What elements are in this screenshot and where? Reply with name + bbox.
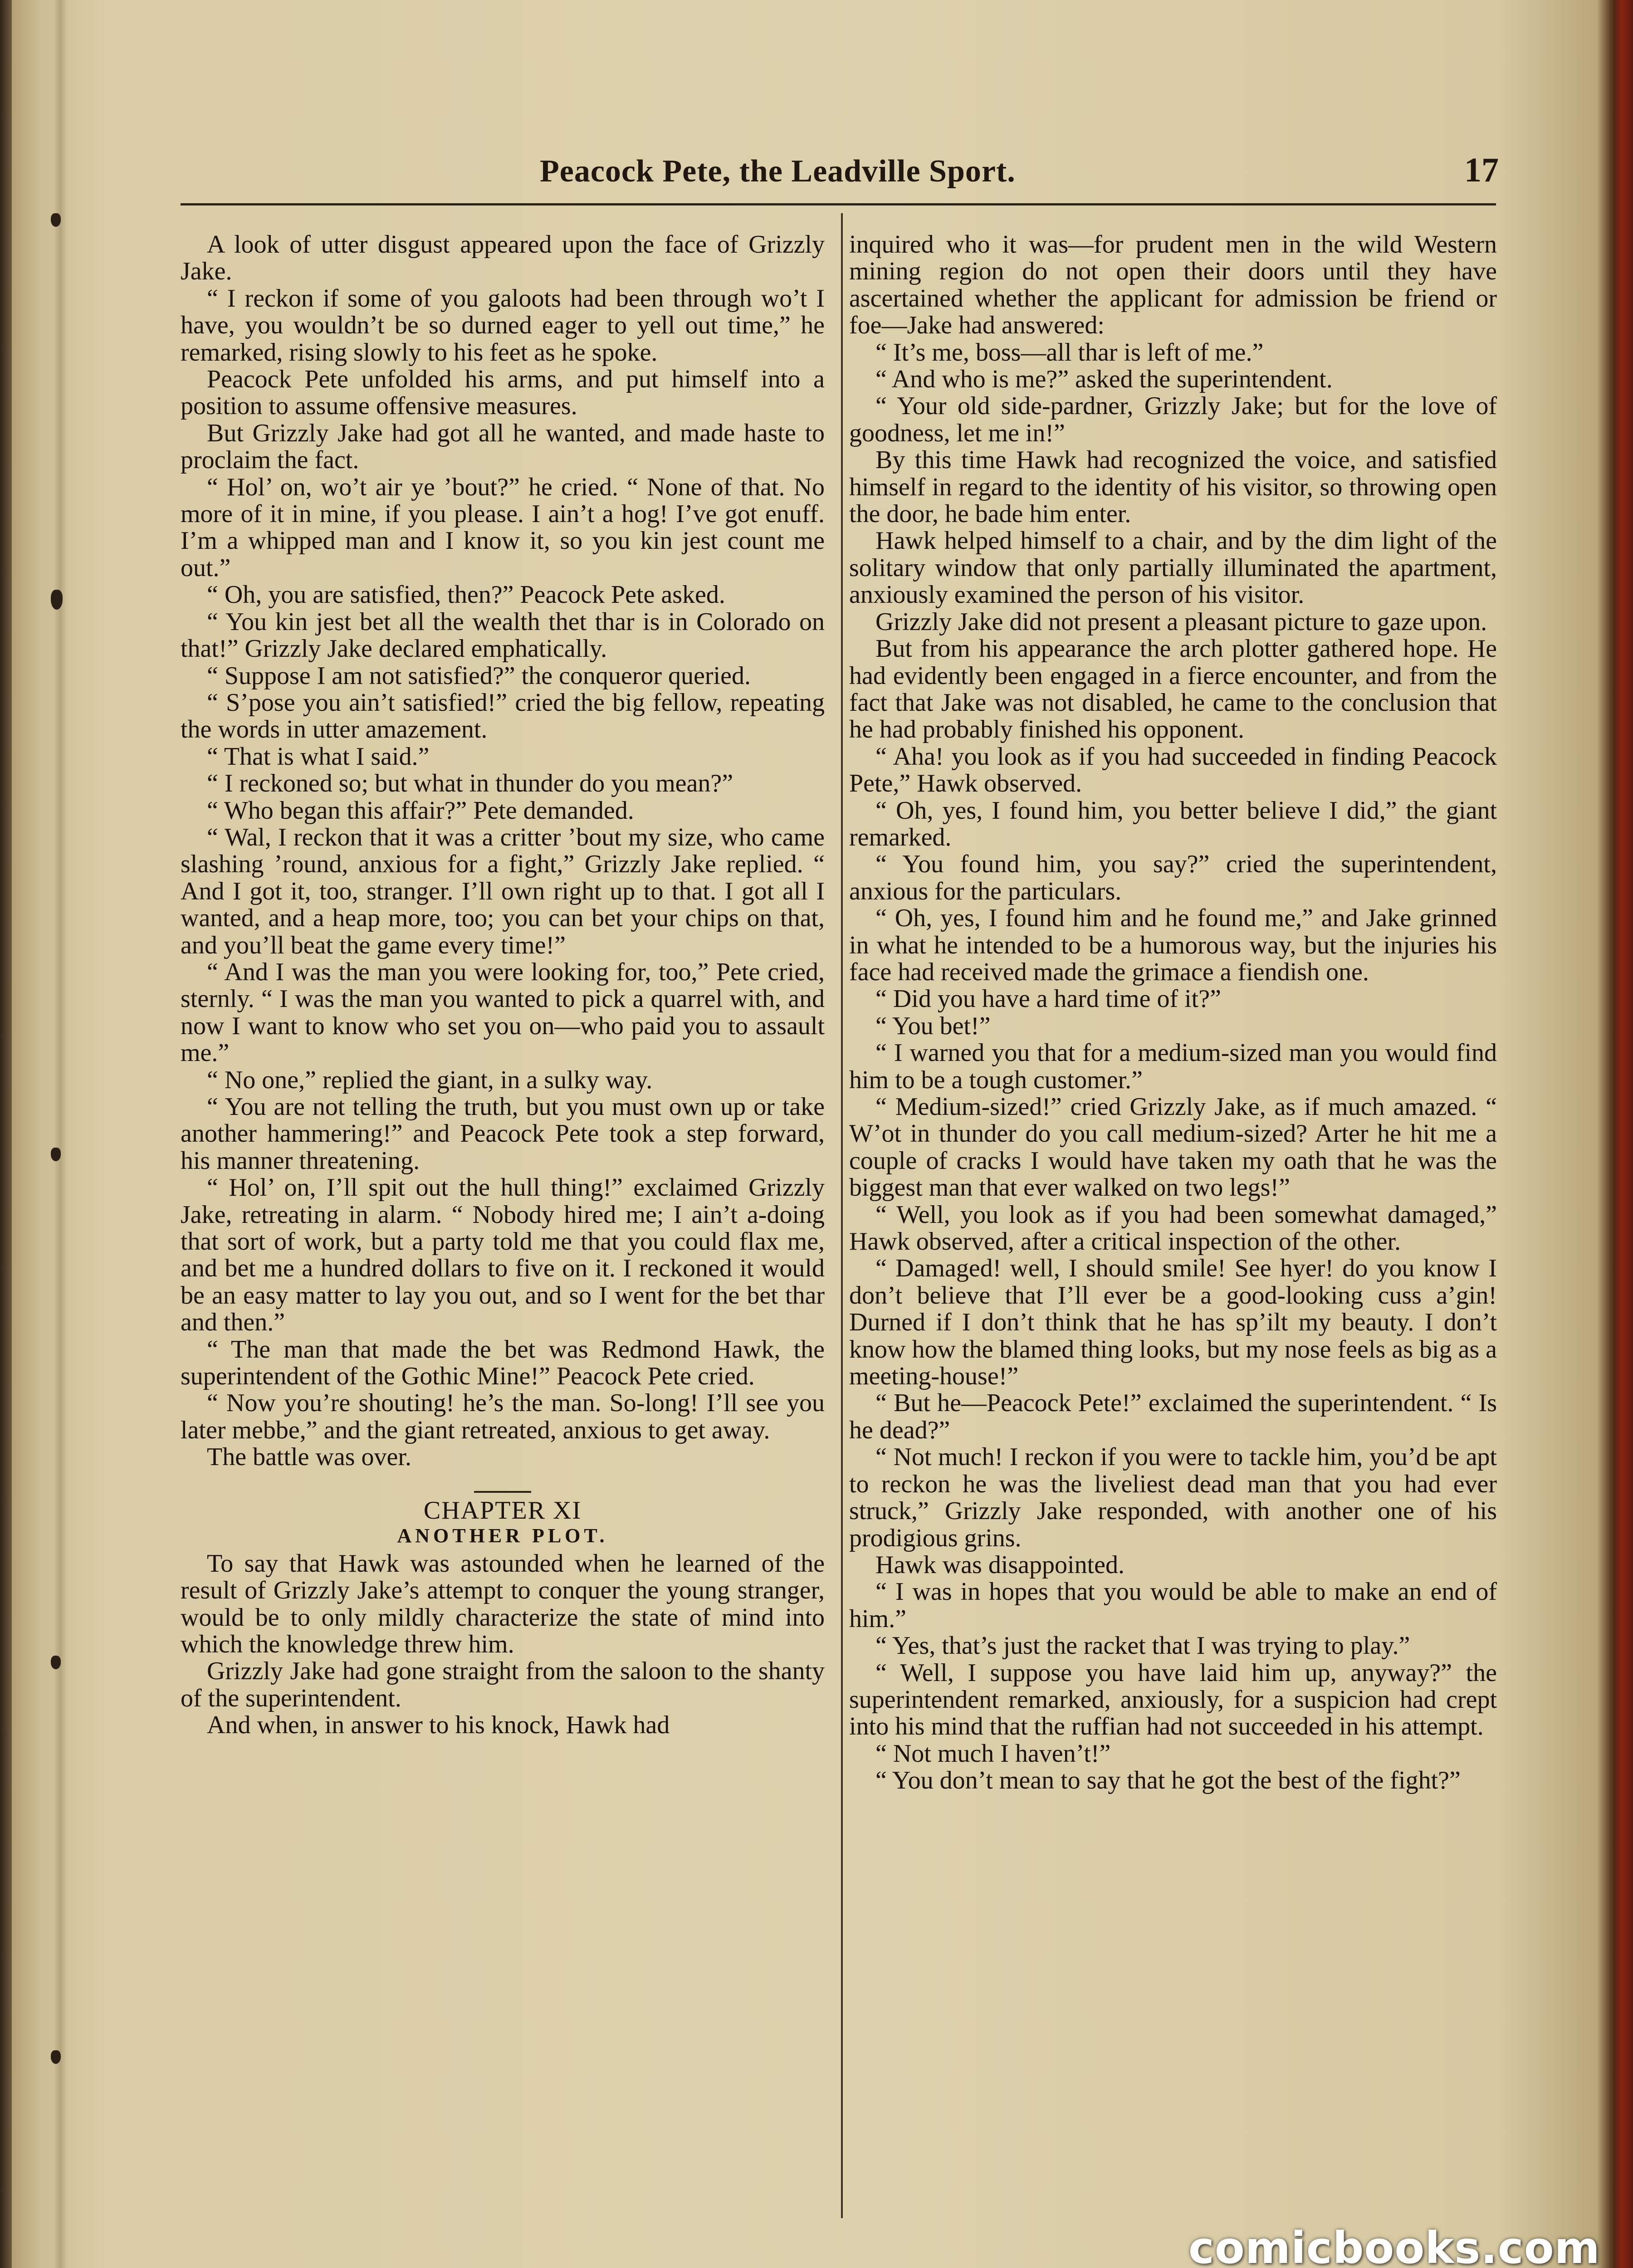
binding-stitch [51, 213, 61, 227]
paragraph: “ The man that made the bet was Redmond Hawk, the superintendent of the Gothic Mine!” Peacock Pete cried. [181, 1335, 825, 1391]
paragraph: A look of utter disgust appeared upon the face of Grizzly Jake. [181, 230, 825, 286]
paragraph: “ That is what I said.” [207, 742, 430, 771]
book-spine-shadow [0, 0, 12, 2268]
binding-stitch [51, 1656, 61, 1669]
paragraph: “ S’pose you ain’t satisfied!” cried the big fellow, repeating the words in utter amazement. [181, 688, 825, 744]
paragraph: “ Suppose I am not satisfied?” the conqueror queried. [207, 661, 751, 690]
binding-stitch [51, 2050, 61, 2064]
paragraph: “ Your old side-pardner, Grizzly Jake; but for the love of goodness, let me in!” [849, 392, 1497, 447]
paragraph: “ I reckoned so; but what in thunder do you mean?” [207, 769, 733, 798]
binding-stitch [51, 1148, 61, 1161]
paragraph: But Grizzly Jake had got all he wanted, and made haste to proclaim the fact. [181, 419, 825, 474]
paragraph: “ You kin jest bet all the wealth thet thar is in Colorado on that!” Grizzly Jake declared emphatically. [181, 607, 825, 663]
paragraph: “ I was in hopes that you would be able to make an end of him.” [849, 1578, 1497, 1633]
paragraph: “ Well, you look as if you had been somewhat damaged,” Hawk observed, after a critical inspection of the other. [849, 1200, 1497, 1256]
paragraph: “ Hol’ on, I’ll spit out the hull thing!” exclaimed Grizzly Jake, retreating in alarm. “ Nobody hired me; I ain’t a-doing that sort of work, but a party told me that you could flax me, and bet me a hundred dollars to five on it. I reckoned it would be an easy matter to lay you out, and so I went for the bet thar and then.” [181, 1173, 825, 1337]
paragraph: Hawk was disappointed. [875, 1550, 1125, 1579]
paragraph: “ Wal, I reckon that it was a critter ’bout my size, who came slashing ’round, anxious for a fight,” Grizzly Jake replied. “ And I got it, too, stranger. I’ll own right up to that. I got all I wanted, and a heap more, too; you can bet your chips on that, and you’ll beat the game every time!” [181, 823, 825, 959]
paragraph: “ You bet!” [875, 1012, 991, 1040]
paragraph: “ I reckon if some of you galoots had been through wo’t I have, you wouldn’t be so durned eager to yell out time,” he remarked, rising slowly to his feet as he spoke. [181, 284, 825, 367]
binding-fold [54, 0, 67, 2268]
paragraph: “ Who began this affair?” Pete demanded. [207, 796, 634, 825]
paragraph: inquired who it was—for prudent men in the wild Western mining region do not open their doors until they have ascertained whether the applicant for admission be friend or foe—Jake had answered: [849, 230, 1497, 340]
page-number: 17 [1464, 151, 1499, 189]
paragraph: “ Oh, yes, I found him and he found me,” and Jake grinned in what he intended to be a humorous way, but the injuries his face had received made the grimace a fiendish one. [849, 904, 1497, 986]
paragraph: “ Not much I haven’t!” [875, 1739, 1111, 1768]
paragraph: “ You are not telling the truth, but you must own up or take another hammering!” and Peacock Pete took a step forward, his manner threatening. [181, 1093, 825, 1175]
chapter-subtitle: ANOTHER PLOT. [397, 1524, 608, 1547]
paragraph: Hawk helped himself to a chair, and by the dim light of the solitary window that only partially illuminated the apartment, anxiously examined the person of his visitor. [849, 527, 1497, 609]
paragraph: “ Hol’ on, wo’t air ye ’bout?” he cried. “ None of that. No more of it in mine, if you please. I ain’t a hog! I’ve got enuff. I’m a whipped man and I know it, so you kin jest count me out.” [181, 473, 825, 582]
chapter-heading [181, 1491, 825, 1548]
watermark: comicbooks.com [1188, 2223, 1600, 2268]
paragraph: “ You don’t mean to say that he got the best of the fight?” [875, 1766, 1461, 1795]
paragraph: Grizzly Jake did not present a pleasant picture to gaze upon. [875, 607, 1487, 636]
paragraph: “ And I was the man you were looking for, too,” Pete cried, sternly. “ I was the man you wanted to pick a quarrel with, and now I want to know who set you on—who paid you to assault me.” [181, 958, 825, 1067]
cover-edge [1613, 0, 1633, 2268]
paragraph: “ It’s me, boss—all thar is left of me.” [875, 338, 1264, 367]
paragraph: Grizzly Jake had gone straight from the saloon to the shanty of the superintendent. [181, 1657, 825, 1712]
paragraph: The battle was over. [207, 1443, 411, 1471]
paragraph: But from his appearance the arch plotter gathered hope. He had evidently been engaged in a fierce encounter, and from the fact that Jake was not disabled, he came to the conclusion that he had probably finished his opponent. [849, 635, 1497, 744]
paragraph: By this time Hawk had recognized the voice, and satisfied himself in regard to the identity of his visitor, so throwing open the door, he bade him enter. [849, 446, 1497, 528]
paragraph: “ You found him, you say?” cried the superintendent, anxious for the particulars. [849, 850, 1497, 905]
paragraph: To say that Hawk was astounded when he learned of the result of Grizzly Jake’s attempt to conquer the young stranger, would be to only mildly characterize the state of mind into which the knowledge threw him. [181, 1549, 825, 1658]
left-column [181, 231, 825, 1739]
header-rule [181, 203, 1496, 205]
running-title: Peacock Pete, the Leadville Sport. [540, 154, 1016, 189]
paragraph: “ Yes, that’s just the racket that I was trying to play.” [875, 1632, 1410, 1660]
paragraph: “ Oh, you are satisfied, then?” Peacock Pete asked. [207, 581, 725, 609]
chapter-title: CHAPTER XI [423, 1496, 582, 1525]
paragraph: “ Not much! I reckon if you were to tackle him, you’d be apt to reckon he was the liveliest dead man that you had ever struck,” Grizzly Jake responded, with another one of his prodigious grins. [849, 1443, 1497, 1552]
paragraph: “ Oh, yes, I found him, you better believe I did,” the giant remarked. [849, 796, 1497, 851]
paragraph: “ No one,” replied the giant, in a sulky way. [207, 1066, 653, 1094]
paragraph: “ Well, I suppose you have laid him up, anyway?” the superintendent remarked, anxiously, for a suspicion had crept into his mind that the ruffian had not succeeded in his attempt. [849, 1658, 1497, 1741]
binding-stitch [51, 590, 63, 610]
paragraph: “ I warned you that for a medium-sized man you would find him to be a tough customer.” [849, 1039, 1497, 1094]
chapter-rule [474, 1491, 531, 1493]
paragraph: “ Aha! you look as if you had succeeded in finding Peacock Pete,” Hawk observed. [849, 742, 1497, 798]
paragraph: And when, in answer to his knock, Hawk had [207, 1711, 670, 1740]
column-divider [841, 213, 843, 2218]
paragraph: Peacock Pete unfolded his arms, and put himself into a position to assume offensive measures. [181, 365, 825, 420]
paragraph: “ Damaged! well, I should smile! See hyer! do you know I don’t believe that I’ll ever be a good-looking cuss a’gin! Durned if I don’t think that he has sp’ilt my beauty. I don’t know how the blamed thing looks, but my nose feels as big as a meeting-house!” [849, 1254, 1497, 1391]
paragraph: “ And who is me?” asked the superintendent. [875, 365, 1333, 394]
paragraph: “ Did you have a hard time of it?” [875, 985, 1221, 1013]
paragraph: “ Now you’re shouting! he’s the man. So-long! I’ll see you later mebbe,” and the giant retreated, anxious to get away. [181, 1389, 825, 1444]
right-column [849, 231, 1497, 1794]
paragraph: “ Medium-sized!” cried Grizzly Jake, as if much amazed. “ W’ot in thunder do you call medium-sized? Arter he hit me a couple of cracks I would have taken my oath that he was the biggest man that ever walked on two legs!” [849, 1093, 1497, 1202]
paragraph: “ But he—Peacock Pete!” exclaimed the superintendent. “ Is he dead?” [849, 1389, 1497, 1444]
